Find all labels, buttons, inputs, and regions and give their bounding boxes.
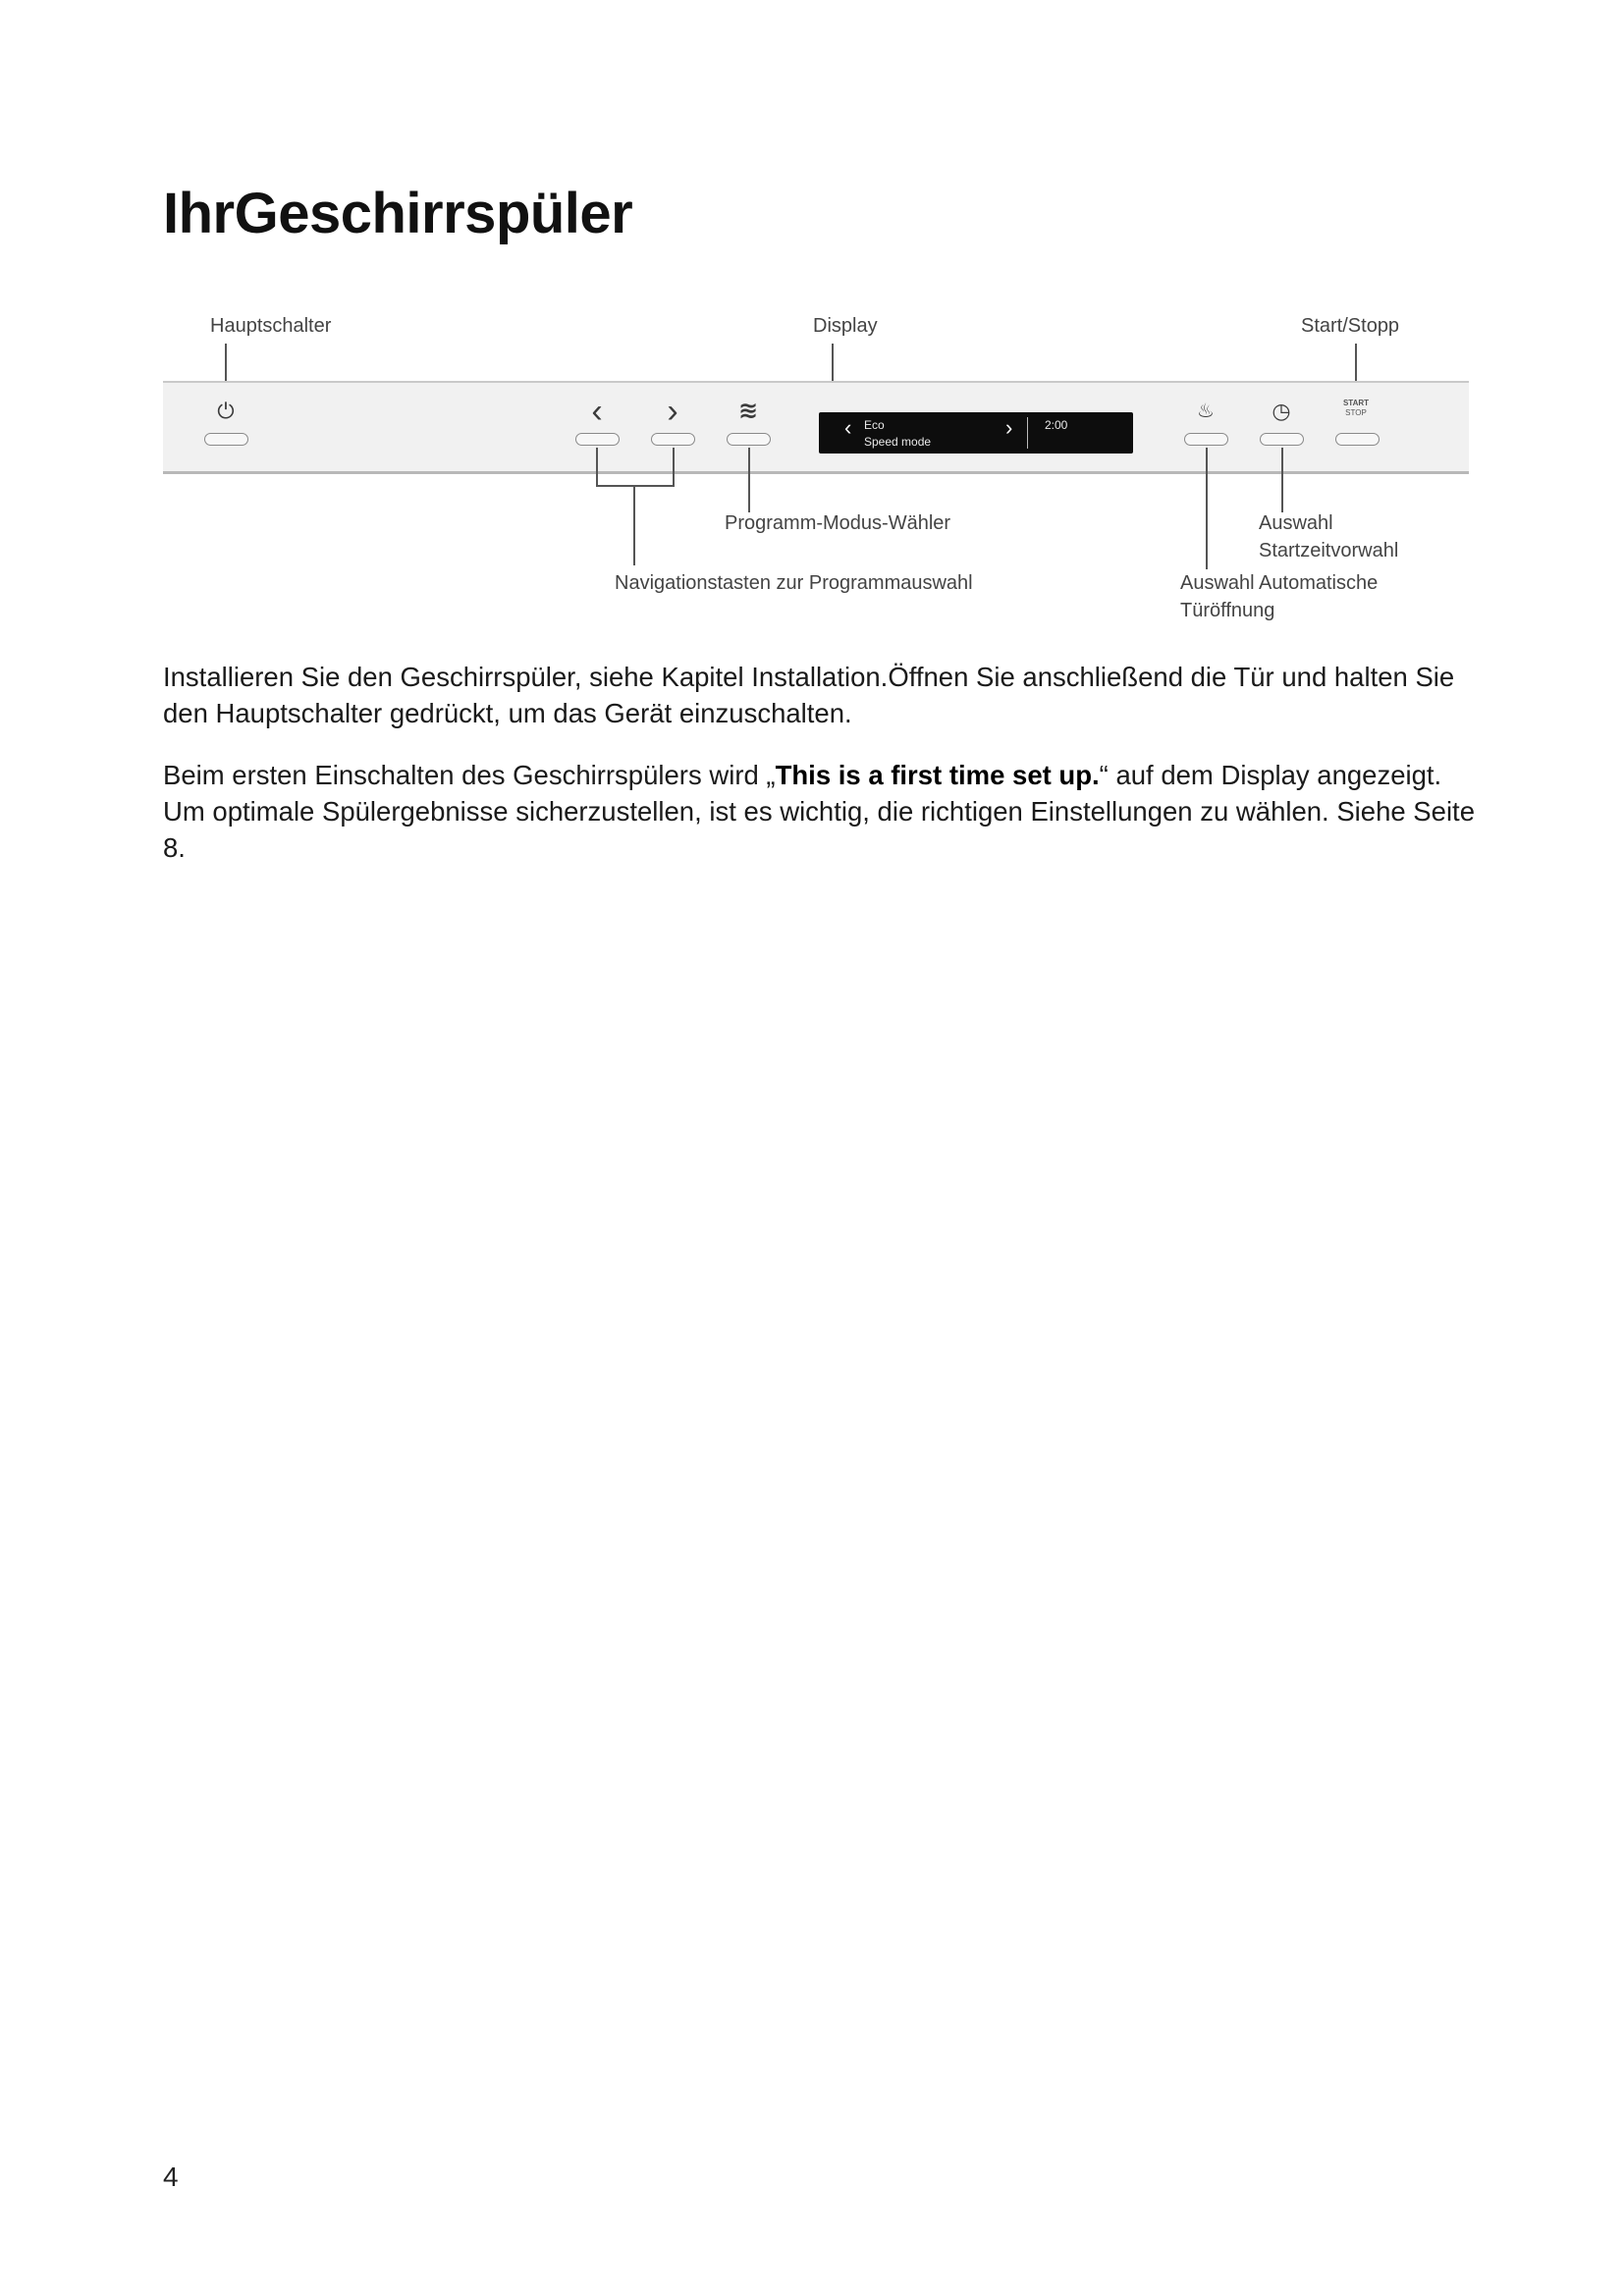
auto-door-button[interactable] [1184,433,1228,446]
nav-left-button[interactable] [575,433,620,446]
program-mode-button[interactable] [727,433,771,446]
label-display: Display [813,315,878,337]
chevron-right-icon: › [667,393,678,430]
label-auto-door-2: Türöffnung [1180,600,1275,621]
label-auto-door-1: Auswahl Automatische [1180,572,1379,594]
program-mode-icon: ≋ [737,398,759,424]
leader-auto-door [1206,448,1208,569]
label-program-mode-selector: Programm-Modus-Wähler [725,512,951,534]
label-start-time-2: Startzeitvorwahl [1259,540,1399,561]
first-setup-paragraph [163,757,1479,866]
chevron-left-icon: ‹ [591,393,603,430]
display-mode: Speed mode [864,435,932,449]
label-navigation-keys: Navigationstasten zur Programmauswahl [615,572,973,594]
intro-paragraph: Installieren Sie den Geschirrspüler, siehe Kapitel Installation.Öffnen Sie anschließend die Tür und halten Sie den Hauptschalter gedrückt, um das Gerät einzuschalten. [163,662,1455,728]
start-stop-line2: STOP [1345,408,1367,417]
display-chevron-right-icon: › [1005,415,1013,440]
label-main-switch: Hauptschalter [210,315,332,337]
leader-nav-left [596,448,598,487]
page-number: 4 [163,2162,179,2192]
start-stop-line1: START [1342,399,1370,407]
label-start-stop: Start/Stopp [1301,315,1400,337]
control-panel-diagram [0,0,1624,648]
display-time: 2:00 [1045,418,1068,432]
leader-nav-bracket [596,485,675,487]
auto-door-icon: ♨ [1197,400,1215,422]
timer-icon: ◷ [1272,399,1291,423]
leader-nav-stem [633,485,635,565]
start-stop-button[interactable] [1335,433,1380,446]
first-setup-message: This is a first time set up. [775,760,1100,790]
display-program: Eco [864,418,885,432]
leader-start-time [1281,448,1283,512]
leader-nav-right [673,448,675,487]
leader-program-mode [748,448,750,512]
control-panel [163,381,1469,474]
start-stop-icon [1338,399,1374,418]
main-switch-button[interactable] [204,433,248,446]
first-setup-text-before: Beim ersten Einschalten des Geschirrspülers wird „ [163,760,776,790]
display-chevron-left-icon: ‹ [844,415,852,440]
page-title: IhrGeschirrspüler [163,182,633,245]
start-time-button[interactable] [1260,433,1304,446]
nav-right-button[interactable] [651,433,695,446]
display-screen [819,412,1133,454]
display-divider [1027,417,1028,449]
label-start-time-1: Auswahl [1259,512,1333,534]
first-setup-text-after: “ auf dem Display angezeigt. Um optimale Spülergebnisse sicherzustellen, ist es wichtig, die richtigen Einstellungen zu wählen. Siehe Seite 8. [163,760,1475,863]
power-icon: ⏻ [217,399,235,423]
